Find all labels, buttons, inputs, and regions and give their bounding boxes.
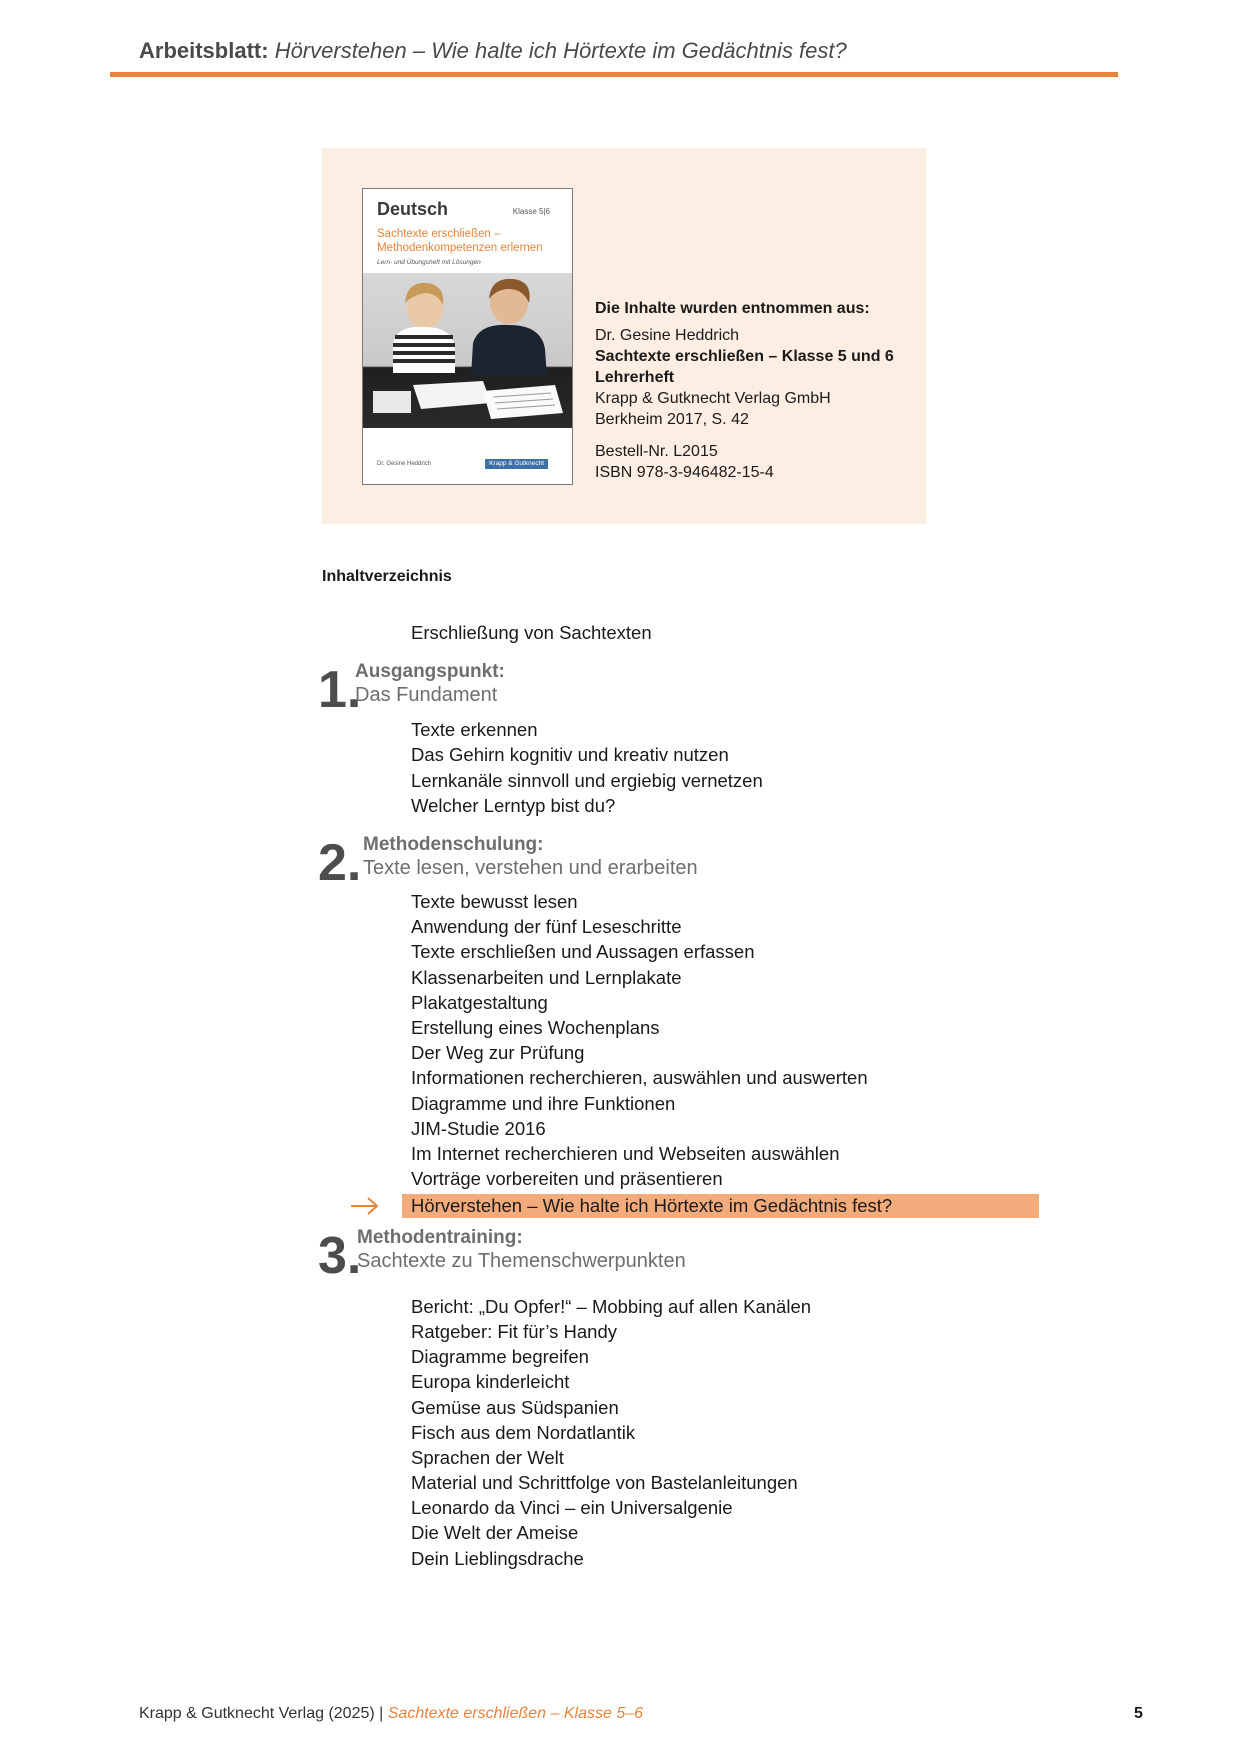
source-isbn: ISBN 978-3-946482-15-4 [595,464,774,481]
toc-item: Das Gehirn kognitiv und kreativ nutzen [411,744,729,765]
cover-photo [363,273,572,428]
toc-item: Lernkanäle sinnvoll und ergiebig vernetzen [411,770,763,791]
toc-item: Diagramme begreifen [411,1346,589,1367]
section-number-1: 1. [318,661,362,719]
cover-title-line2: Methodenkompetenzen erlernen [377,242,543,254]
toc-item: Gemüse aus Südspanien [411,1397,619,1418]
section-title-3: Methodentraining: [357,1227,523,1248]
section-number-2: 2. [318,834,362,892]
toc-item-current: Hörverstehen – Wie halte ich Hörtexte im Gedächtnis fest? [411,1195,893,1216]
toc-intro: Erschließung von Sachtexten [411,622,652,643]
section-title-1: Ausgangspunkt: [355,661,505,682]
toc-item: Die Welt der Ameise [411,1522,579,1543]
toc-item: Texte erschließen und Aussagen erfassen [411,941,755,962]
page-footer [139,1705,643,1723]
toc-item: Plakatgestaltung [411,992,548,1013]
toc-item: Anwendung der fünf Leseschritte [411,916,682,937]
source-heading: Die Inhalte wurden entnommen aus: [595,300,870,317]
toc-item: Welcher Lerntyp bist du? [411,795,616,816]
arrow-right-icon [350,1196,380,1216]
source-info-box [322,148,926,524]
toc-item: Texte erkennen [411,719,538,740]
toc-item: Der Weg zur Prüfung [411,1042,585,1063]
toc-item: Ratgeber: Fit für’s Handy [411,1321,617,1342]
source-author: Dr. Gesine Heddrich [595,327,740,344]
toc-heading: Inhaltverzeichnis [322,568,452,585]
cover-subject: Deutsch [377,199,449,219]
page-header [139,38,847,64]
toc-item: Diagramme und ihre Funktionen [411,1093,676,1114]
toc-item: Texte bewusst lesen [411,891,578,912]
toc-item: Informationen recherchieren, auswählen und auswerten [411,1067,868,1088]
toc-item: Leonardo da Vinci – ein Universalgenie [411,1497,733,1518]
cover-author: Dr. Gesine Heddrich [377,461,432,467]
footer-title: Sachtexte erschließen – Klasse 5–6 [387,1705,644,1722]
toc-item: Sprachen der Welt [411,1447,564,1468]
toc-item: Erstellung eines Wochenplans [411,1017,660,1038]
footer-publisher: Krapp & Gutknecht Verlag (2025) | [139,1705,384,1722]
header-label: Arbeitsblatt: [139,38,269,63]
header-divider [110,72,1118,77]
toc-item: Material und Schrittfolge von Bastelanleitungen [411,1472,798,1493]
source-place: Berkheim 2017, S. 42 [595,411,749,428]
section-subtitle-2: Texte lesen, verstehen und erarbeiten [363,857,698,879]
header-title: Hörverstehen – Wie halte ich Hörtexte im Gedächtnis fest? [274,38,847,63]
toc-item: Dein Lieblingsdrache [411,1548,584,1569]
children-photo-illustration [363,273,572,428]
source-edition: Lehrerheft [595,369,675,386]
book-cover [362,188,573,485]
section-subtitle-3: Sachtexte zu Themenschwerpunkten [357,1250,686,1272]
page-number: 5 [1134,1705,1143,1722]
toc-item: JIM-Studie 2016 [411,1118,546,1139]
toc-item: Europa kinderleicht [411,1371,570,1392]
source-publisher: Krapp & Gutknecht Verlag GmbH [595,390,831,407]
cover-title-line1: Sachtexte erschließen – [377,228,501,240]
toc-item: Vorträge vorbereiten und präsentieren [411,1168,723,1189]
cover-publisher-logo: Krapp & Gutknecht [485,459,548,469]
section-number-3: 3. [318,1227,362,1285]
section-title-2: Methodenschulung: [363,834,544,855]
toc-item: Klassenarbeiten und Lernplakate [411,967,682,988]
section-subtitle-1: Das Fundament [355,684,498,706]
source-citation [595,298,894,483]
cover-class-label: Klasse 5|6 [512,207,550,216]
toc-item: Fisch aus dem Nordatlantik [411,1422,636,1443]
source-title: Sachtexte erschließen – Klasse 5 und 6 [595,348,894,365]
toc-item: Im Internet recherchieren und Webseiten auswählen [411,1143,840,1164]
source-order-number: Bestell-Nr. L2015 [595,443,718,460]
toc-item: Bericht: „Du Opfer!“ – Mobbing auf allen Kanälen [411,1296,812,1317]
cover-subtitle: Lern- und Übungsheft mit Lösungen [377,259,481,266]
